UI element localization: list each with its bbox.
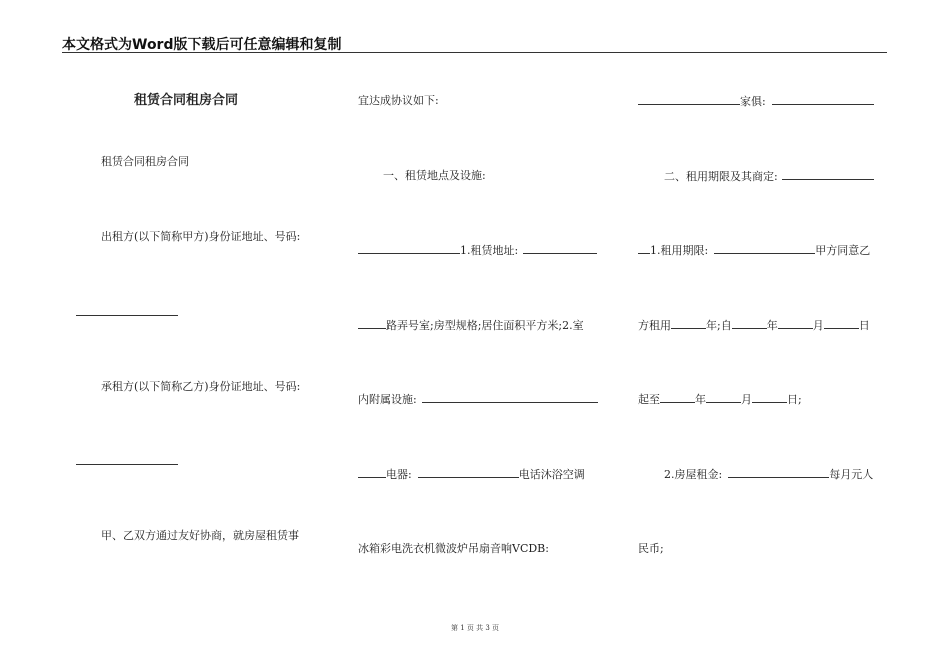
lease-end-line: 起至 年 月 日;	[638, 393, 802, 406]
appliances-line	[358, 467, 585, 482]
section-1-heading: 一、租赁地点及设施:	[383, 169, 486, 182]
rental-address-line	[358, 243, 597, 258]
currency-text: 民币;	[638, 542, 664, 555]
agreement-intro: 宜达成协议如下:	[358, 94, 439, 107]
rental-address-label: 1.租赁地址:	[460, 244, 519, 257]
lease-start-line: 方租用 年;自 年 月 日	[638, 319, 870, 332]
facilities-line	[358, 392, 598, 407]
document-title: 租赁合同租房合同	[134, 93, 239, 108]
road-room-line	[358, 318, 584, 333]
section-2-heading: 二、租用期限及其商定:	[664, 170, 778, 183]
road-room-text: 路弄号室;房型规格;居住面积平方米;2.室	[386, 319, 584, 332]
contract-subtitle: 租赁合同租房合同	[101, 155, 189, 168]
appliances-label: 电器:	[386, 468, 412, 481]
lessee-label: 承租方(以下简称乙方)身份证地址、号码:	[101, 380, 301, 393]
lessor-blank	[76, 305, 178, 320]
lessee-blank	[76, 454, 178, 469]
appliances-list-continued: 冰箱彩电洗衣机微波炉吊扇音响VCDB:	[358, 542, 549, 555]
lessor-label: 出租方(以下简称甲方)身份证地址、号码:	[101, 230, 301, 243]
rent-unit: 每月元人	[829, 468, 874, 481]
section-2-line	[664, 169, 874, 184]
furniture-line	[638, 94, 874, 109]
rent-label: 2.房屋租金:	[664, 468, 723, 481]
lease-term-line	[638, 243, 870, 258]
header-divider	[62, 52, 887, 53]
lease-term-agree: 甲方同意乙	[815, 244, 871, 257]
negotiation-paragraph: 甲、乙双方通过友好协商，就房屋租赁事	[101, 529, 299, 542]
facilities-label: 内附属设施:	[358, 393, 417, 406]
furniture-label: 家俱:	[740, 95, 766, 108]
lease-term-label: 1.租用期限:	[650, 244, 709, 257]
page-number: 第 1 页 共 3 页	[450, 624, 500, 632]
rent-line	[664, 467, 873, 482]
appliances-list: 电话沐浴空调	[518, 468, 585, 481]
document-header: 本文格式为Word版下载后可任意编辑和复制	[62, 37, 342, 53]
